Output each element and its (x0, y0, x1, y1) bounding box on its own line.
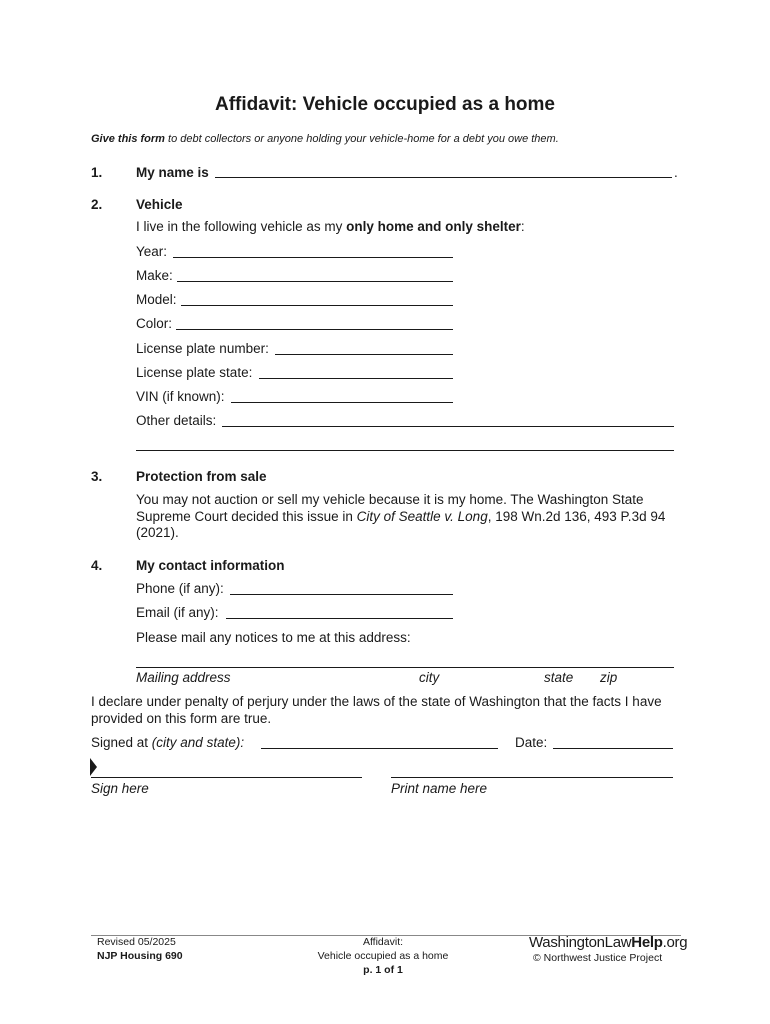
phone-label: Phone (if any): (136, 581, 224, 596)
email-label: Email (if any): (136, 605, 219, 620)
protection-text-b: , 198 Wn.2d 136, 493 P.3d 94 (2021). (136, 508, 666, 540)
footer-doc-subtitle: Vehicle occupied as a home (317, 950, 449, 962)
phone-field[interactable] (230, 594, 453, 595)
color-field[interactable] (176, 329, 453, 330)
logo-text-b: Help (631, 934, 663, 951)
protection-text-a: You may not auction or sell my vehicle because it is my home. The Washington State Supreme Court decided this issue in (136, 492, 644, 524)
vehicle-intro (136, 219, 525, 234)
name-label: My name is (136, 165, 209, 180)
model-field[interactable] (181, 305, 453, 306)
vehicle-intro-end: : (520, 219, 525, 234)
model-label: Model: (136, 292, 177, 307)
plate-state-field[interactable] (259, 378, 453, 379)
date-field[interactable] (553, 748, 673, 749)
print-name-field[interactable] (391, 777, 673, 778)
vehicle-intro-bold: only home and only shelter (346, 219, 521, 234)
plate-state-label: License plate state: (136, 365, 253, 380)
contact-heading: My contact information (136, 558, 285, 573)
copyright-text: © Northwest Justice Project (533, 952, 663, 964)
revised-date: Revised 05/2025 (97, 936, 176, 948)
date-label: Date: (515, 735, 548, 750)
section-4-number: 4. (91, 558, 103, 573)
name-field[interactable] (215, 177, 672, 178)
section-3-number: 3. (91, 469, 103, 484)
other-details-field-line-2[interactable] (136, 450, 674, 451)
year-field[interactable] (173, 257, 453, 258)
protection-text (136, 492, 676, 542)
vehicle-heading: Vehicle (136, 197, 183, 212)
plate-number-label: License plate number: (136, 341, 269, 356)
footer-doc-title: Affidavit: (362, 936, 404, 948)
signed-at-field[interactable] (261, 748, 498, 749)
name-period: . (674, 165, 678, 180)
intro-text (91, 133, 559, 145)
mail-prompt: Please mail any notices to me at this address: (136, 630, 411, 645)
vin-field[interactable] (231, 402, 453, 403)
other-details-field[interactable] (222, 426, 674, 427)
year-label: Year: (136, 244, 168, 259)
signature-field[interactable] (91, 777, 362, 778)
zip-label: zip (600, 670, 618, 685)
protection-heading: Protection from sale (136, 469, 267, 484)
page-title: Affidavit: Vehicle occupied as a home (215, 94, 555, 115)
make-label: Make: (136, 268, 173, 283)
email-field[interactable] (226, 618, 453, 619)
sign-here-label: Sign here (91, 781, 149, 796)
sign-arrow-icon (89, 758, 99, 776)
section-2-number: 2. (91, 197, 103, 212)
form-code: NJP Housing 690 (97, 950, 183, 962)
signed-at-plain: Signed at (91, 735, 152, 750)
intro-bold: Give this form (91, 133, 165, 145)
logo-text-c: .org (662, 934, 688, 951)
color-label: Color: (136, 316, 173, 331)
logo-text-a: WashingtonLaw (529, 934, 632, 951)
other-details-label: Other details: (136, 413, 217, 428)
mailing-address-label: Mailing address (136, 670, 231, 685)
page-number: p. 1 of 1 (363, 964, 403, 976)
declaration-text: I declare under penalty of perjury under the laws of the state of Washington that the facts I have provided on this form are true. (91, 694, 662, 726)
signed-at-italic: (city and state): (151, 735, 245, 750)
city-label: city (419, 670, 440, 685)
print-name-label: Print name here (391, 781, 488, 796)
vehicle-intro-plain: I live in the following vehicle as my (136, 219, 347, 234)
signed-at-label (91, 735, 244, 750)
state-label: state (544, 670, 574, 685)
washington-law-help-logo (529, 934, 687, 951)
intro-rest: to debt collectors or anyone holding your vehicle-home for a debt you owe them. (164, 133, 559, 145)
case-name: City of Seattle v. Long (356, 508, 488, 524)
plate-number-field[interactable] (275, 354, 453, 355)
section-1-number: 1. (91, 165, 103, 180)
make-field[interactable] (177, 281, 453, 282)
mailing-address-field[interactable] (136, 667, 674, 668)
vin-label: VIN (if known): (136, 389, 225, 404)
